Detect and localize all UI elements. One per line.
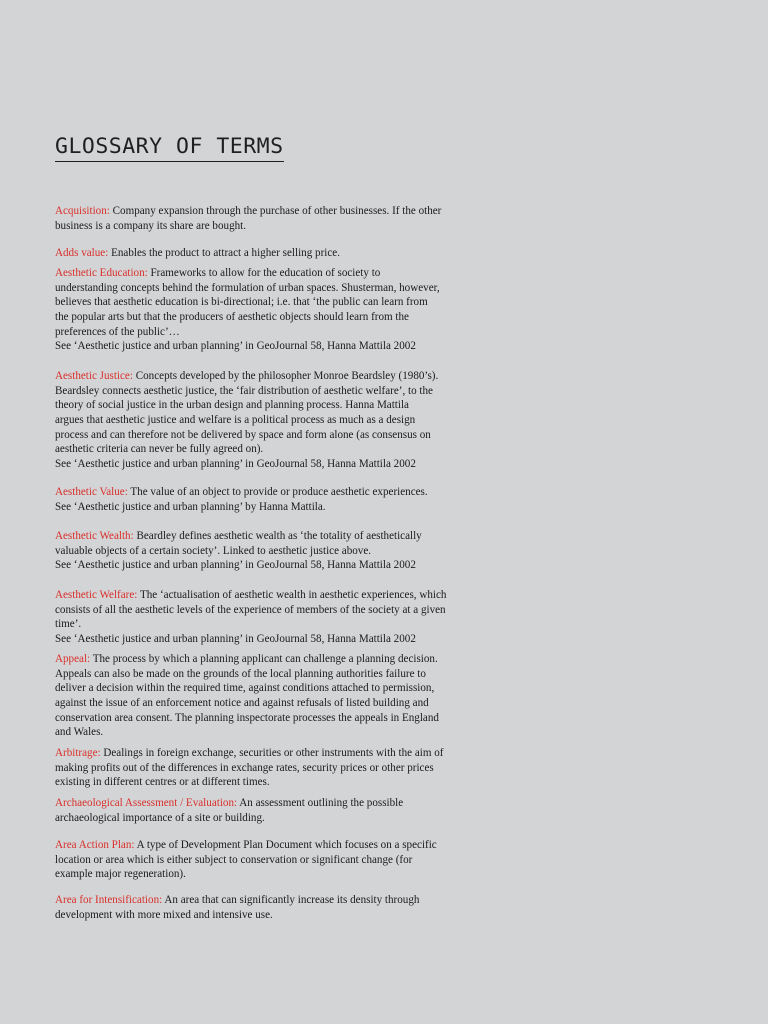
definition-text: theory of social justice in the urban design and planning process. Hanna Mattila <box>55 399 409 412</box>
definition-text: and Wales. <box>55 726 104 739</box>
entry-line <box>55 413 493 428</box>
definition-text: time’. <box>55 618 82 631</box>
definition-text: The process by which a planning applicant can challenge a planning decision. <box>90 653 438 665</box>
definition-text: location or area which is either subject to conservation or significant change (for <box>55 853 413 866</box>
glossary-term: Area Action Plan: <box>55 839 135 851</box>
entry-line <box>55 775 493 790</box>
definition-text: See ‘Aesthetic justice and urban planning’ in GeoJournal 58, Hanna Mattila 2002 <box>55 559 416 572</box>
entry-line <box>55 632 493 647</box>
definition-text: argues that aesthetic justice and welfare is a political process as much as a design <box>55 413 416 426</box>
definition-text: preferences of the public’… <box>55 325 180 338</box>
glossary-entry-adds-value <box>55 246 493 261</box>
glossary-term: Arbitrage: <box>55 747 101 759</box>
glossary-entry-aesthetic-wealth <box>55 529 493 573</box>
entry-line <box>55 310 493 325</box>
entry-line <box>55 246 493 261</box>
entry-line <box>55 811 493 826</box>
glossary-entry-acquisition <box>55 204 493 233</box>
entry-line <box>55 681 493 696</box>
definition-text: consists of all the aesthetic levels of the experience of members of the society at a given <box>55 603 446 616</box>
definition-text: the popular arts but that the producers of aesthetic objects should learn from the <box>55 310 409 323</box>
glossary-term: Adds value: <box>55 247 109 259</box>
entry-line <box>55 325 493 340</box>
definition-text: See ‘Aesthetic justice and urban planning’ in GeoJournal 58, Hanna Mattila 2002 <box>55 457 416 470</box>
glossary-term: Appeal: <box>55 653 91 665</box>
definition-text: example major regeneration). <box>55 868 186 881</box>
definition-text: making profits out of the differences in exchange rates, security prices or other prices <box>55 761 434 774</box>
entry-line <box>55 281 493 296</box>
entry-line <box>55 295 493 310</box>
definition-text: process and can therefore not be delivered by space and form alone (as consensus on <box>55 428 431 441</box>
entry-line <box>55 796 493 811</box>
entry-line <box>55 500 493 515</box>
entry-line <box>55 908 493 923</box>
glossary-entry-aesthetic-value <box>55 485 493 514</box>
entry-line <box>55 457 493 472</box>
definition-text: An assessment outlining the possible <box>237 797 404 809</box>
glossary-entry-aesthetic-justice <box>55 369 493 472</box>
entry-line <box>55 204 493 219</box>
definition-text: deliver a decision within the required time, against conditions attached to permission, <box>55 682 435 695</box>
entry-line <box>55 558 493 573</box>
definition-text: See ‘Aesthetic justice and urban planning’ in GeoJournal 58, Hanna Mattila 2002 <box>55 340 416 353</box>
entry-line <box>55 617 493 632</box>
definition-text: Frameworks to allow for the education of society to <box>147 267 381 279</box>
entry-line <box>55 544 493 559</box>
definition-text: An area that can significantly increase its density through <box>162 894 420 906</box>
entry-line <box>55 219 493 234</box>
definition-text: understanding concepts behind the formulation of urban spaces. Shusterman, however, <box>55 281 440 294</box>
entry-line <box>55 588 493 603</box>
definition-text: Concepts developed by the philosopher Monroe Beardsley (1980’s). <box>132 370 439 382</box>
entry-line <box>55 853 493 868</box>
entry-line <box>55 746 493 761</box>
glossary-entry-aesthetic-welfare <box>55 588 493 647</box>
entry-line <box>55 369 493 384</box>
glossary-term: Aesthetic Education: <box>55 267 148 279</box>
definition-text: The ‘actualisation of aesthetic wealth in aesthetic experiences, which <box>137 589 447 601</box>
definition-text: Dealings in foreign exchange, securities or other instruments with the aim of <box>100 747 444 759</box>
definition-text: See ‘Aesthetic justice and urban planning’ in GeoJournal 58, Hanna Mattila 2002 <box>55 632 416 645</box>
entry-line <box>55 603 493 618</box>
definition-text: against the issue of an enforcement notice and against refusals of listed building and <box>55 696 429 709</box>
definition-text: The value of an object to provide or produce aesthetic experiences. <box>127 486 428 498</box>
definition-text: archaeological importance of a site or building. <box>55 811 265 824</box>
entry-line <box>55 761 493 776</box>
glossary-term: Archaeological Assessment / Evaluation: <box>55 797 238 809</box>
entry-line <box>55 696 493 711</box>
entry-line <box>55 652 493 667</box>
definition-text: valuable objects of a certain society’. Linked to aesthetic justice above. <box>55 544 372 557</box>
definition-text: conservation area consent. The planning inspectorate processes the appeals in England <box>55 711 439 724</box>
entry-line <box>55 667 493 682</box>
definition-text: development with more mixed and intensive use. <box>55 908 273 921</box>
definition-text: Beardsley connects aesthetic justice, the ‘fair distribution of aesthetic welfare’, to the <box>55 384 433 397</box>
entry-line <box>55 442 493 457</box>
definition-text: See ‘Aesthetic justice and urban planning’ by Hanna Mattila. <box>55 500 326 513</box>
entry-line <box>55 398 493 413</box>
glossary-term: Aesthetic Welfare: <box>55 589 138 601</box>
entry-line <box>55 838 493 853</box>
entry-line <box>55 266 493 281</box>
glossary-entry-area-action-plan <box>55 838 493 882</box>
glossary-entry-area-for-intensification <box>55 893 493 922</box>
glossary-term: Aesthetic Value: <box>55 486 128 498</box>
definition-text: aesthetic criteria can never be fully agreed on). <box>55 443 264 456</box>
glossary-term: Aesthetic Justice: <box>55 370 133 382</box>
glossary-entry-appeal <box>55 652 493 740</box>
entry-line <box>55 725 493 740</box>
definition-text: existing in different centres or at different times. <box>55 776 270 789</box>
glossary-term: Area for Intensification: <box>55 894 163 906</box>
glossary-entry-aesthetic-education <box>55 266 493 354</box>
entry-line <box>55 711 493 726</box>
definition-text: business is a company its share are bought. <box>55 219 247 232</box>
entry-line <box>55 428 493 443</box>
entry-line <box>55 384 493 399</box>
glossary-entry-archaeological-assessment <box>55 796 493 825</box>
definition-text: Appeals can also be made on the grounds of the local planning authorities failure to <box>55 667 426 680</box>
definition-text: Beardley defines aesthetic wealth as ‘the totality of aesthetically <box>133 530 422 542</box>
entry-line <box>55 867 493 882</box>
definition-text: believes that aesthetic education is bi-directional; i.e. that ‘the public can learn from <box>55 296 428 309</box>
entry-line <box>55 485 493 500</box>
page-title: GLOSSARY OF TERMS <box>55 134 284 159</box>
definition-text: Enables the product to attract a higher selling price. <box>108 247 340 259</box>
definition-text: A type of Development Plan Document which focuses on a specific <box>134 839 437 851</box>
entry-line <box>55 529 493 544</box>
glossary-term: Aesthetic Wealth: <box>55 530 134 542</box>
glossary-entry-arbitrage <box>55 746 493 790</box>
definition-text: Company expansion through the purchase of other businesses. If the other <box>109 205 442 217</box>
entry-line <box>55 339 493 354</box>
glossary-term: Acquisition: <box>55 205 110 217</box>
entry-line <box>55 893 493 908</box>
